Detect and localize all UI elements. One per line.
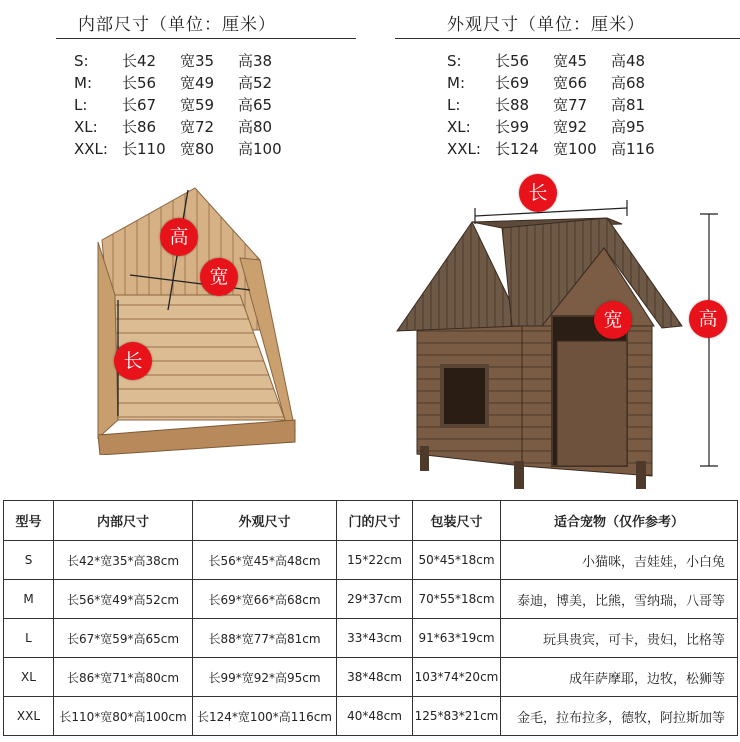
length-dimension-line — [475, 208, 627, 216]
suitable-pets-cell: 金毛，拉布拉多，德牧，阿拉斯加等 — [501, 697, 738, 736]
outer-size-cell: 长56*宽45*高48cm — [193, 541, 337, 580]
height-value: 高80 — [238, 118, 273, 136]
width-value: 宽77 — [553, 96, 588, 114]
outer-row-l — [447, 94, 655, 116]
outer-size-cell: 长124*宽100*高116cm — [193, 697, 337, 736]
table-row — [4, 697, 738, 736]
outer-size-cell: 长69*宽66*高68cm — [193, 580, 337, 619]
inner-row-l — [74, 94, 282, 116]
interior-length-badge: 长 — [114, 342, 152, 380]
length-value: 长99 — [495, 118, 530, 136]
height-value: 高68 — [611, 74, 646, 92]
exterior-photo — [392, 176, 737, 492]
size-label: XL: — [74, 118, 98, 136]
size-label: L: — [74, 96, 88, 114]
suitable-pets-cell: 成年萨摩耶，边牧，松狮等 — [501, 658, 738, 697]
height-value: 高38 — [238, 52, 273, 70]
length-value: 长69 — [495, 74, 530, 92]
size-label: M: — [74, 74, 92, 92]
header-package-size: 包装尺寸 — [413, 501, 501, 541]
outer-row-xl — [447, 116, 655, 138]
interior-photo — [90, 180, 305, 455]
package-size-cell: 50*45*18cm — [413, 541, 501, 580]
door-size-cell: 40*48cm — [337, 697, 413, 736]
inner-size-cell: 长86*宽71*高80cm — [54, 658, 193, 697]
inner-dimensions-title: 内部尺寸（单位：厘米） — [78, 15, 276, 35]
width-value: 宽92 — [553, 118, 588, 136]
exterior-width-badge: 宽 — [594, 301, 632, 339]
table-row — [4, 580, 738, 619]
door-size-cell: 33*43cm — [337, 619, 413, 658]
inner-title-divider — [56, 38, 356, 39]
inner-size-cell: 长56*宽49*高52cm — [54, 580, 193, 619]
outer-size-cell: 长99*宽92*高95cm — [193, 658, 337, 697]
package-size-cell: 70*55*18cm — [413, 580, 501, 619]
outer-title-divider — [395, 38, 740, 39]
outer-size-cell: 长88*宽77*高81cm — [193, 619, 337, 658]
inner-size-cell: 长42*宽35*高38cm — [54, 541, 193, 580]
width-value: 宽49 — [180, 74, 215, 92]
suitable-pets-cell: 玩具贵宾，可卡，贵妇，比格等 — [501, 619, 738, 658]
package-size-cell: 125*83*21cm — [413, 697, 501, 736]
package-size-cell: 91*63*19cm — [413, 619, 501, 658]
size-label: S: — [74, 52, 89, 70]
size-label: L: — [447, 96, 461, 114]
interior-height-badge: 高 — [160, 218, 198, 256]
outer-row-s — [447, 50, 655, 72]
interior-width-badge: 宽 — [200, 258, 238, 296]
length-value: 长86 — [122, 118, 157, 136]
height-value: 高100 — [238, 140, 282, 158]
door-panel — [557, 341, 627, 466]
length-value: 长67 — [122, 96, 157, 114]
inner-row-s — [74, 50, 282, 72]
width-value: 宽80 — [180, 140, 215, 158]
size-label: S: — [447, 52, 462, 70]
length-value: 长42 — [122, 52, 157, 70]
inner-row-xxl — [74, 138, 282, 160]
header-model: 型号 — [4, 501, 54, 541]
legs-back-left — [420, 446, 429, 471]
table-header-row — [4, 501, 738, 541]
size-label: XXL: — [74, 140, 108, 158]
width-value: 宽35 — [180, 52, 215, 70]
suitable-pets-cell: 泰迪，博美，比熊，雪纳瑞，八哥等 — [501, 580, 738, 619]
width-value: 宽59 — [180, 96, 215, 114]
length-value: 长56 — [122, 74, 157, 92]
length-value: 长88 — [495, 96, 530, 114]
model-cell: XXL — [4, 697, 54, 736]
table-row — [4, 619, 738, 658]
length-value: 长124 — [495, 140, 539, 158]
table-row — [4, 658, 738, 697]
table-row — [4, 541, 738, 580]
interior-illustration — [90, 180, 305, 455]
legs-front-right — [636, 461, 646, 489]
front-frame — [98, 420, 295, 455]
door-size-cell: 15*22cm — [337, 541, 413, 580]
length-value: 长56 — [495, 52, 530, 70]
length-value: 长110 — [122, 140, 166, 158]
inner-size-cell: 长67*宽59*高65cm — [54, 619, 193, 658]
model-cell: L — [4, 619, 54, 658]
size-label: XXL: — [447, 140, 481, 158]
size-table — [3, 500, 738, 736]
height-value: 高95 — [611, 118, 646, 136]
outer-dimensions-title: 外观尺寸（单位：厘米） — [447, 15, 645, 35]
header-outer-size: 外观尺寸 — [193, 501, 337, 541]
door-size-cell: 29*37cm — [337, 580, 413, 619]
width-value: 宽72 — [180, 118, 215, 136]
header-suitable-pets: 适合宠物（仅作参考） — [501, 501, 738, 541]
outer-row-m — [447, 72, 655, 94]
side-window — [442, 366, 487, 426]
inner-size-cell: 长110*宽80*高100cm — [54, 697, 193, 736]
model-cell: S — [4, 541, 54, 580]
height-value: 高116 — [611, 140, 655, 158]
height-value: 高65 — [238, 96, 273, 114]
exterior-illustration — [392, 176, 737, 492]
outer-row-xxl — [447, 138, 655, 160]
inner-row-xl — [74, 116, 282, 138]
header-door-size: 门的尺寸 — [337, 501, 413, 541]
inner-dimensions-list — [74, 50, 282, 160]
width-value: 宽66 — [553, 74, 588, 92]
width-value: 宽100 — [553, 140, 597, 158]
width-value: 宽45 — [553, 52, 588, 70]
model-cell: M — [4, 580, 54, 619]
package-size-cell: 103*74*20cm — [413, 658, 501, 697]
exterior-length-badge: 长 — [519, 174, 557, 212]
legs-front-left — [514, 461, 524, 489]
size-label: XL: — [447, 118, 471, 136]
size-label: M: — [447, 74, 465, 92]
header-inner-size: 内部尺寸 — [54, 501, 193, 541]
height-value: 高81 — [611, 96, 646, 114]
model-cell: XL — [4, 658, 54, 697]
height-value: 高48 — [611, 52, 646, 70]
exterior-height-badge: 高 — [689, 300, 727, 338]
inner-row-m — [74, 72, 282, 94]
outer-dimensions-list — [447, 50, 655, 160]
height-value: 高52 — [238, 74, 273, 92]
door-size-cell: 38*48cm — [337, 658, 413, 697]
suitable-pets-cell: 小猫咪，吉娃娃，小白兔 — [501, 541, 738, 580]
